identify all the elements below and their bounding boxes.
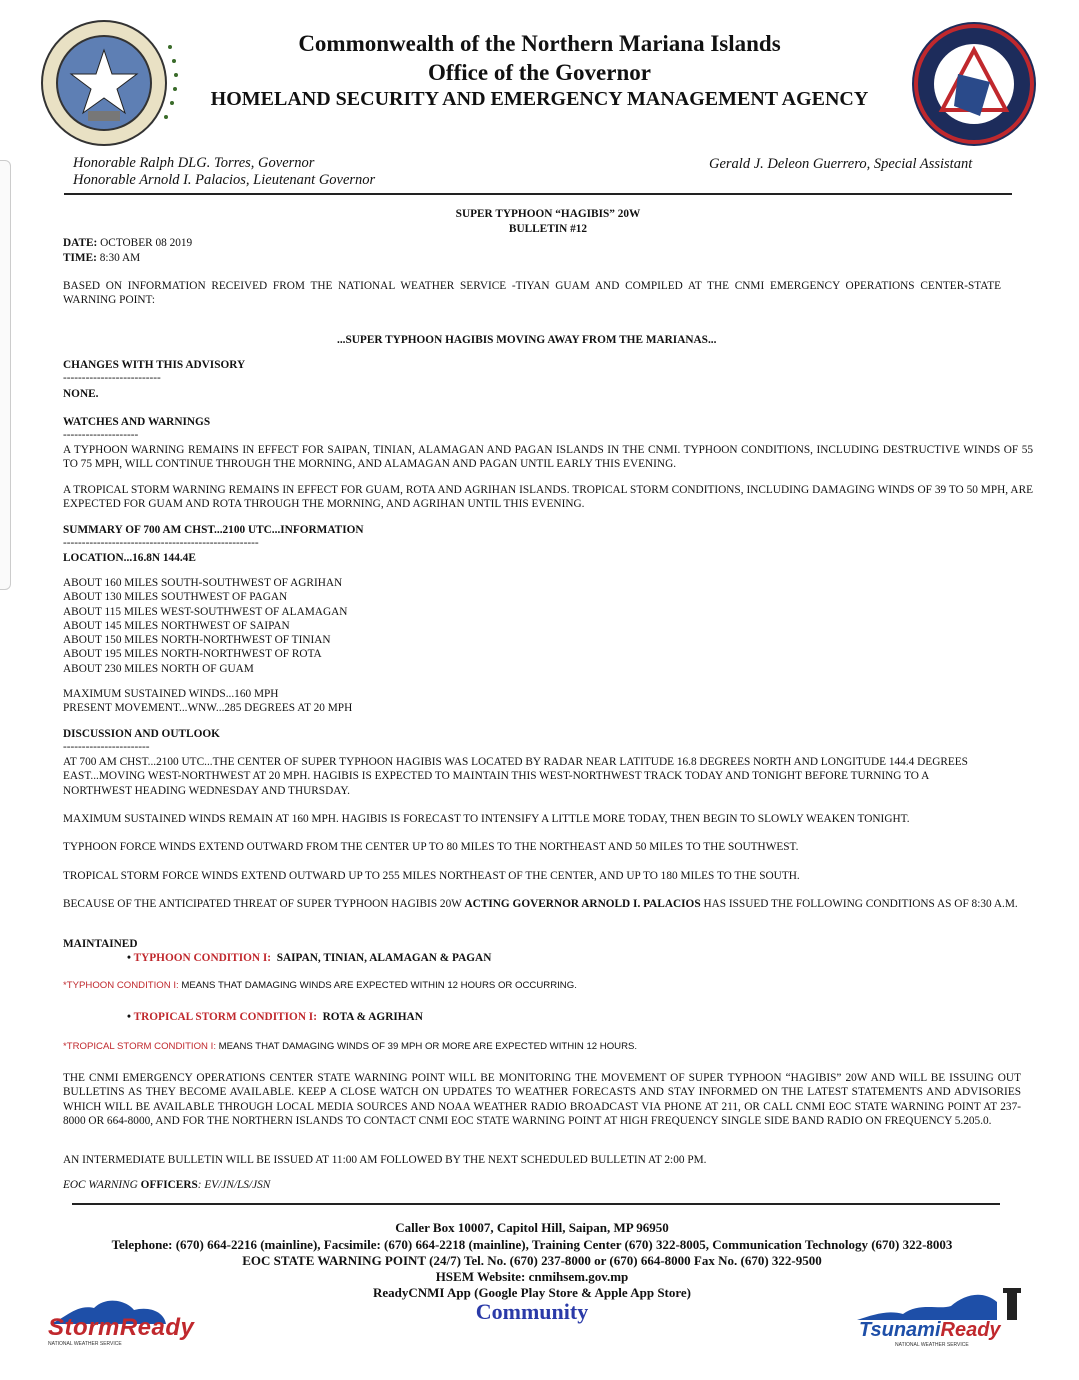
storm-ready-logo bbox=[46, 1294, 228, 1350]
present-movement: PRESENT MOVEMENT...WNW...285 DEGREES AT 20 MPH bbox=[63, 702, 353, 714]
headline: ...SUPER TYPHOON HAGIBIS MOVING AWAY FROM THE MARIANAS... bbox=[337, 334, 717, 346]
hsem-logo bbox=[910, 20, 1040, 148]
distance-item: ABOUT 150 MILES NORTH-NORTHWEST OF TINIAN bbox=[63, 634, 331, 647]
distance-item: ABOUT 160 MILES SOUTH-SOUTHWEST OF AGRIHAN bbox=[63, 577, 343, 589]
distance-item: ABOUT 115 MILES WEST-SOUTHWEST OF ALAMAGAN bbox=[63, 605, 348, 618]
eoc-officers bbox=[63, 1178, 270, 1192]
condition-2-label: TROPICAL STORM CONDITION I: bbox=[133, 1011, 317, 1023]
condition-1-label: TYPHOON CONDITION I: bbox=[133, 952, 272, 964]
time-value: 8:30 AM bbox=[96, 252, 141, 264]
date-value: OCTOBER 08 2019 bbox=[97, 237, 193, 249]
summary-heading: SUMMARY OF 700 AM CHST...2100 UTC...INFORMATION bbox=[63, 524, 364, 536]
condition-1-note-text: MEANS THAT DAMAGING WINDS ARE EXPECTED WITHIN 12 HOURS OR OCCURRING. bbox=[178, 980, 577, 991]
tsunami-ready-text bbox=[859, 1319, 1001, 1342]
distance-item: ABOUT 195 MILES NORTH-NORTHWEST OF ROTA bbox=[63, 648, 322, 661]
footer-address: Caller Box 10007, Capitol Hill, Saipan, MP 96950 bbox=[395, 1220, 669, 1235]
discussion-paragraph-4: TROPICAL STORM FORCE WINDS EXTEND OUTWARD UP TO 255 MILES NORTHEAST OF THE CENTER, AND UP TO 180 MILES TO THE SOUTH. bbox=[63, 870, 800, 882]
acting-governor: ACTING GOVERNOR ARNOLD I. PALACIOS bbox=[464, 898, 701, 910]
condition-2-note-text: MEANS THAT DAMAGING WINDS OF 39 MPH OR MORE ARE EXPECTED WITHIN 12 HOURS. bbox=[215, 1041, 638, 1052]
distance-list bbox=[63, 576, 347, 676]
summary-dashes: ---------------------------------------------------- bbox=[63, 537, 259, 549]
lt-governor-name: Honorable Arnold I. Palacios, Lieutenant Governor bbox=[73, 172, 376, 188]
footer-eoc: EOC STATE WARNING POINT (24/7) Tel. No. (670) 237-8000 or (670) 664-8000 Fax No. (670) 322-9500 bbox=[242, 1253, 822, 1268]
distance-item: ABOUT 145 MILES NORTHWEST OF SAIPAN bbox=[63, 619, 290, 632]
time-label: TIME: bbox=[63, 252, 97, 264]
discussion-paragraph-3: TYPHOON FORCE WINDS EXTEND OUTWARD FROM THE CENTER UP TO 80 MILES TO THE NORTHEAST AND 50 MILES TO THE SOUTHWEST. bbox=[63, 841, 799, 853]
condition-2-note bbox=[63, 1041, 637, 1052]
watches-paragraph-1: A TYPHOON WARNING REMAINS IN EFFECT FOR SAIPAN, TINIAN, ALAMAGAN AND PAGAN ISLANDS IN THE CNMI. TYPHOON CONDITIONS, INCLUDING DESTRUCTIVE WINDS OF 55 TO 75 MPH, WILL CONTINUE THROUGH THE MORNING, AND ALAMAGAN AND PAGAN UNTIL EARLY THIS EVENING. bbox=[63, 444, 1033, 471]
condition-1-note bbox=[63, 980, 577, 991]
header-rule bbox=[64, 193, 1012, 195]
watches-dashes: -------------------- bbox=[63, 429, 139, 441]
officers-text-c: : EV/JN/LS/JSN bbox=[197, 1179, 271, 1191]
governor-name: Honorable Ralph DLG. Torres, Governor bbox=[73, 155, 315, 171]
watches-paragraph-2: A TROPICAL STORM WARNING REMAINS IN EFFECT FOR GUAM, ROTA AND AGRIHAN ISLANDS. TROPICAL STORM CONDITIONS, INCLUDING DAMAGING WINDS OF 39 TO 50 MPH, ARE EXPECTED FOR GUAM AND ROTA THROUGH THE MORNING, AND AGRIHAN UNTIL THIS EVENING. bbox=[63, 484, 1033, 511]
threat-text-a: BECAUSE OF THE ANTICIPATED THREAT OF SUPER TYPHOON HAGIBIS 20W bbox=[63, 898, 465, 910]
condition-2-note-label: *TROPICAL STORM CONDITION I: bbox=[63, 1041, 216, 1052]
maintained-label: MAINTAINED bbox=[63, 938, 138, 950]
condition-1-places: SAIPAN, TINIAN, ALAMAGAN & PAGAN bbox=[276, 952, 492, 964]
header-line-3: HOMELAND SECURITY AND EMERGENCY MANAGEMENT AGENCY bbox=[210, 88, 869, 110]
footer-app: ReadyCNMI App (Google Play Store & Apple App Store) bbox=[372, 1285, 692, 1300]
officers-text-a: EOC WARNING bbox=[63, 1179, 141, 1191]
threat-text-c: HAS ISSUED THE FOLLOWING CONDITIONS AS OF 8:30 A.M. bbox=[700, 898, 1018, 910]
changes-body: NONE. bbox=[63, 388, 99, 400]
condition-1-note-label: *TYPHOON CONDITION I: bbox=[63, 980, 179, 991]
storm-ready-subtext: NATIONAL WEATHER SERVICE bbox=[48, 1341, 122, 1347]
bulletin-time bbox=[63, 251, 140, 265]
ready-word: Ready bbox=[940, 1319, 1001, 1341]
bulletin-date bbox=[63, 236, 192, 250]
condition-2-line bbox=[127, 1010, 423, 1024]
officers-text-b: OFFICERS bbox=[140, 1179, 198, 1191]
storm-ready-text: StormReady bbox=[48, 1314, 195, 1341]
bulletin-title: SUPER TYPHOON “HAGIBIS” 20W bbox=[455, 208, 641, 220]
location: LOCATION...16.8N 144.4E bbox=[63, 552, 196, 564]
threat-paragraph bbox=[63, 897, 1033, 911]
changes-dashes: -------------------------- bbox=[63, 372, 161, 384]
intro-paragraph: BASED ON INFORMATION RECEIVED FROM THE NATIONAL WEATHER SERVICE -TIYAN GUAM AND COMPILED AT THE CNMI EMERGENCY OPERATIONS CENTER-STATE WARNING POINT: bbox=[63, 280, 1001, 307]
tsunami-ready-logo bbox=[855, 1288, 1035, 1350]
bullet: • bbox=[127, 1011, 134, 1023]
header-line-1: Commonwealth of the Northern Mariana Islands bbox=[298, 31, 781, 56]
bullet: • bbox=[127, 952, 134, 964]
discussion-heading: DISCUSSION AND OUTLOOK bbox=[63, 728, 220, 740]
special-assistant-name: Gerald J. Deleon Guerrero, Special Assistant bbox=[709, 156, 973, 172]
discussion-dashes: ----------------------- bbox=[63, 741, 150, 753]
bulletin-number: BULLETIN #12 bbox=[508, 223, 588, 235]
closing-paragraph-1: THE CNMI EMERGENCY OPERATIONS CENTER STATE WARNING POINT WILL BE MONITORING THE MOVEMENT OF SUPER TYPHOON “HAGIBIS” 20W AND WILL BE ISSUING OUT BULLETINS AS THEY BECOME AVAILABLE. KEEP A CLOSE WATCH ON UPDATES TO WEATHER FORECASTS AND STAY INFORMED ON THE LATEST STATEMENTS AND ADVISORIES WHICH WILL BE AVAILABLE THROUGH LOCAL MEDIA SOURCES AND NOAA WEATHER RADIO BROADCAST VIA PHONE AT 211, OR CALL CNMI EOC STATE WARNING POINT AT 237-8000 OR 664-8000, AND FOR THE NORTHERN ISLANDS TO CONTACT CNMI EOC STATE WARNING POINT AT HIGH FREQUENCY SINGLE SIDE BAND RADIO ON FREQUENCY 5.205.0. bbox=[63, 1072, 1021, 1127]
max-winds: MAXIMUM SUSTAINED WINDS...160 MPH bbox=[63, 688, 279, 700]
header-line-2: Office of the Governor bbox=[428, 60, 651, 85]
tsunami-word: Tsunami bbox=[859, 1319, 941, 1341]
changes-heading: CHANGES WITH THIS ADVISORY bbox=[63, 359, 246, 371]
closing-paragraph-2: AN INTERMEDIATE BULLETIN WILL BE ISSUED AT 11:00 AM FOLLOWED BY THE NEXT SCHEDULED BULLETIN AT 2:00 PM. bbox=[63, 1154, 707, 1166]
footer-phones: Telephone: (670) 664-2216 (mainline), Facsimile: (670) 664-2218 (mainline), Training Center (670) 322-8005, Communication Technology (670) 322-8003 bbox=[111, 1237, 953, 1252]
date-label: DATE: bbox=[63, 237, 98, 249]
footer-website: HSEM Website: cnmihsem.gov.mp bbox=[435, 1269, 629, 1284]
discussion-paragraph-1: AT 700 AM CHST...2100 UTC...THE CENTER OF SUPER TYPHOON HAGIBIS WAS LOCATED BY RADAR NEAR LATITUDE 16.8 DEGREES NORTH AND LONGITUDE 144.4 DEGREES EAST...MOVING WEST-NORTHWEST AT 20 MPH. HAGIBIS IS EXPECTED TO MAINTAIN THIS WEST-NORTHWEST TRACK TODAY AND TONIGHT BEFORE TURNING TO A NORTHWEST HEADING WEDNESDAY AND THURSDAY. bbox=[63, 756, 968, 797]
distance-item: ABOUT 230 MILES NORTH OF GUAM bbox=[63, 662, 254, 675]
condition-1-line bbox=[127, 951, 491, 965]
watches-heading: WATCHES AND WARNINGS bbox=[63, 416, 211, 428]
footer-rule bbox=[72, 1203, 1000, 1205]
distance-item: ABOUT 130 MILES SOUTHWEST OF PAGAN bbox=[63, 591, 288, 604]
footer-community: Community bbox=[475, 1299, 589, 1324]
discussion-paragraph-2: MAXIMUM SUSTAINED WINDS REMAIN AT 160 MPH. HAGIBIS IS FORECAST TO INTENSIFY A LITTLE MORE TODAY, THEN BEGIN TO SLOWLY WEAKEN TONIGHT. bbox=[63, 813, 910, 825]
tsunami-ready-subtext: NATIONAL WEATHER SERVICE bbox=[895, 1342, 969, 1348]
condition-2-places: ROTA & AGRIHAN bbox=[322, 1011, 423, 1023]
